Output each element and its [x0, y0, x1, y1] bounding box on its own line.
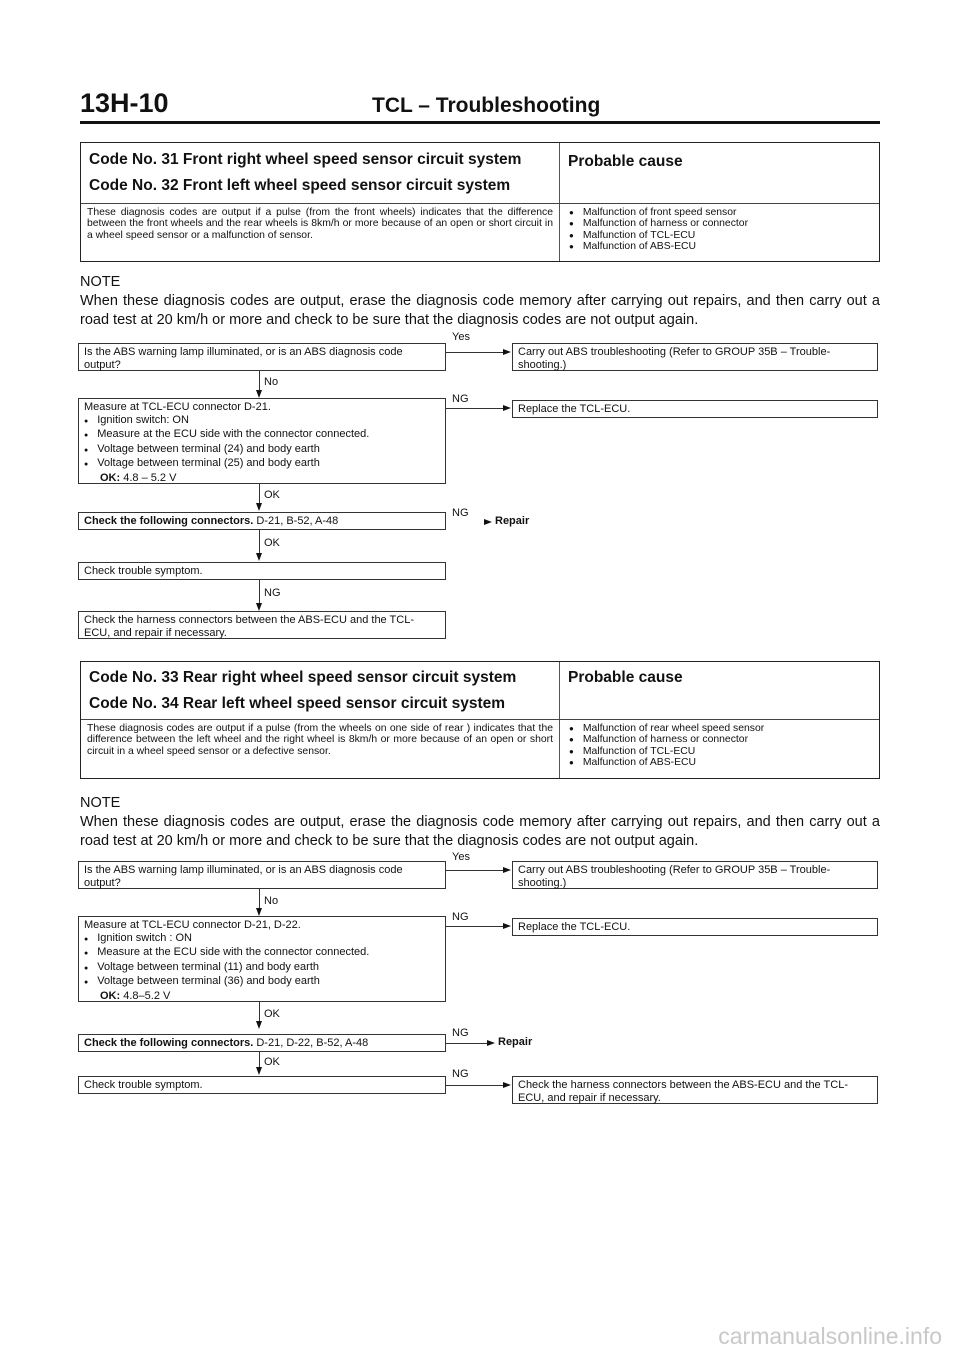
- flow-connector: [259, 580, 260, 604]
- cause-item: ● Malfunction of harness or connector: [569, 734, 764, 745]
- note-label: NOTE: [80, 274, 121, 290]
- arrow-down-icon: [256, 603, 262, 611]
- arrow-down-icon: [256, 1021, 262, 1029]
- flow-action-text: Replace the TCL-ECU.: [518, 921, 631, 933]
- code-title-32: Code No. 32 Front left wheel speed sensor circuit system: [89, 177, 511, 194]
- flow-question-abs-lamp: [78, 343, 446, 371]
- page-title: TCL – Troubleshooting: [372, 94, 601, 117]
- probable-cause-list: [569, 207, 748, 253]
- flow-action-replace-ecu: [512, 918, 878, 936]
- flow-question-abs-lamp: [78, 861, 446, 889]
- flow-action-check-harness: [512, 1076, 878, 1104]
- flow-connector: [259, 484, 260, 504]
- arrow-down-icon: [256, 390, 262, 398]
- ok-spec-value: 4.8–5.2 V: [123, 989, 171, 1002]
- arrow-right-icon: [503, 923, 511, 929]
- ok-spec-label: OK:: [100, 471, 121, 484]
- flow-step-text: Check trouble symptom.: [84, 1079, 203, 1091]
- flow-connector: [259, 1002, 260, 1022]
- code-box-31-32: [80, 142, 880, 262]
- yes-label: Yes: [452, 851, 470, 863]
- ok-spec: [84, 990, 440, 1003]
- cause-item: ● Malfunction of TCL-ECU: [569, 230, 748, 241]
- probable-cause-list: [569, 723, 764, 769]
- ok-label: OK: [264, 1008, 280, 1020]
- note-label: NOTE: [80, 795, 121, 811]
- flow-step-item: ● Voltage between terminal (25) and body earth: [84, 457, 440, 472]
- ng-label: NG: [452, 393, 469, 405]
- flow-action-text: Check the harness connectors between the ABS-ECU and the TCL-ECU, and repair if necessary.: [518, 1079, 848, 1104]
- probable-cause-label: Probable cause: [568, 669, 683, 686]
- flow-step-item: ● Voltage between terminal (11) and body earth: [84, 961, 440, 976]
- flow-step-measure-voltage: [78, 398, 446, 484]
- cause-item: ● Malfunction of ABS-ECU: [569, 241, 748, 252]
- flow-step-list: [84, 414, 440, 472]
- repair-label: Repair: [495, 515, 530, 527]
- flow-question-text: Is the ABS warning lamp illuminated, or is an ABS diagnosis code output?: [84, 864, 403, 889]
- divider: [81, 719, 879, 720]
- flow-action-text: Replace the TCL-ECU.: [518, 403, 631, 415]
- flow-step-item: ● Measure at the ECU side with the connector connected.: [84, 428, 440, 443]
- cause-item: ● Malfunction of front speed sensor: [569, 207, 748, 218]
- ok-spec-label: OK:: [100, 989, 121, 1002]
- probable-cause-label: Probable cause: [568, 153, 683, 170]
- note-text: When these diagnosis codes are output, erase the diagnosis code memory after carrying out repairs, and then carry out a road test at 20 km/h or more and check to be sure that the diagnosis codes are not output again.: [80, 814, 880, 849]
- note-text: When these diagnosis codes are output, erase the diagnosis code memory after carrying out repairs, and then carry out a road test at 20 km/h or more and check to be sure that the diagnosis codes are not output again.: [80, 293, 880, 328]
- flow-step-check-symptom: [78, 1076, 446, 1094]
- flow-step-item: ● Voltage between terminal (24) and body earth: [84, 443, 440, 458]
- flow-action-abs-troubleshooting: [512, 861, 878, 889]
- arrow-down-icon: [256, 503, 262, 511]
- arrow-down-icon: [256, 908, 262, 916]
- flow-action-text: Carry out ABS troubleshooting (Refer to GROUP 35B – Trouble-shooting.): [518, 864, 831, 889]
- flow-question-text: Is the ABS warning lamp illuminated, or is an ABS diagnosis code output?: [84, 346, 403, 371]
- ng-label: NG: [452, 1027, 469, 1039]
- code-title-34: Code No. 34 Rear left wheel speed sensor circuit system: [89, 695, 506, 712]
- flow-connector: [259, 1052, 260, 1068]
- code-box-33-34: [80, 661, 880, 779]
- arrow-right-icon: [487, 1040, 495, 1046]
- arrow-right-icon: [503, 349, 511, 355]
- code-description: These diagnosis codes are output if a pulse (from the front wheels) indicates that the difference between the front wheels and the rear wheels is 8km/h or more because of an open or short circuit in a wheel speed sensor or a malfunction of sensor.: [87, 207, 553, 241]
- code-description: These diagnosis codes are output if a pulse (from the wheels on one side of rear ) indicates that the difference between the left wheel and the right wheel is 8km/h or more because of an open or short circuit in a wheel speed sensor or a defective sensor.: [87, 723, 553, 757]
- arrow-right-icon: [503, 1082, 511, 1088]
- code-title-33: Code No. 33 Rear right wheel speed sensor circuit system: [89, 669, 517, 686]
- flow-step-check-connectors: [78, 512, 446, 530]
- cause-item: ● Malfunction of ABS-ECU: [569, 757, 764, 768]
- flow-connector: [259, 889, 260, 909]
- flow-connector: [446, 1043, 488, 1044]
- ng-label: NG: [264, 587, 281, 599]
- flow-step-item: ● Ignition switch : ON: [84, 932, 440, 947]
- ok-label: OK: [264, 489, 280, 501]
- cause-item: ● Malfunction of rear wheel speed sensor: [569, 723, 764, 734]
- flow-step-text: Check trouble symptom.: [84, 565, 203, 577]
- yes-label: Yes: [452, 331, 470, 343]
- flow-connector: [446, 926, 504, 927]
- flow-step-item: ● Measure at the ECU side with the connector connected.: [84, 946, 440, 961]
- ng-label: NG: [452, 1068, 469, 1080]
- arrow-right-icon: [484, 519, 492, 525]
- flow-action-replace-ecu: [512, 400, 878, 418]
- flow-step-title: Measure at TCL-ECU connector D-21, D-22.: [84, 919, 301, 931]
- flow-connector: [259, 371, 260, 391]
- header-rule: [80, 121, 880, 124]
- no-label: No: [264, 376, 279, 388]
- page-number: 13H-10: [80, 88, 169, 118]
- divider: [81, 203, 879, 204]
- ok-label: OK: [264, 1056, 280, 1068]
- flow-step-title: Measure at TCL-ECU connector D-21.: [84, 401, 271, 413]
- watermark: carmanualsonline.info: [718, 1323, 942, 1349]
- ok-label: OK: [264, 537, 280, 549]
- ng-label: NG: [452, 911, 469, 923]
- flow-connector: [446, 870, 504, 871]
- flow-step-measure-voltage: [78, 916, 446, 1002]
- arrow-down-icon: [256, 553, 262, 561]
- ok-spec: [84, 472, 440, 485]
- repair-label: Repair: [498, 1036, 533, 1048]
- flow-step-check-connectors: [78, 1034, 446, 1052]
- flow-step-list: [84, 932, 440, 990]
- flow-step-item: ● Ignition switch: ON: [84, 414, 440, 429]
- flow-step-bold: Check the following connectors.: [84, 1037, 254, 1049]
- flow-connector: [446, 1085, 504, 1086]
- arrow-down-icon: [256, 1067, 262, 1075]
- ok-spec-value: 4.8 – 5.2 V: [123, 471, 177, 484]
- flow-action-text: Carry out ABS troubleshooting (Refer to GROUP 35B – Trouble-shooting.): [518, 346, 831, 371]
- ng-label: NG: [452, 507, 469, 519]
- flow-step-bold: Check the following connectors.: [84, 515, 254, 527]
- flow-step-text: Check the harness connectors between the ABS-ECU and the TCL-ECU, and repair if necessary.: [84, 614, 414, 639]
- arrow-right-icon: [503, 405, 511, 411]
- no-label: No: [264, 895, 279, 907]
- code-title-31: Code No. 31 Front right wheel speed sensor circuit system: [89, 151, 522, 168]
- flow-connector: [259, 530, 260, 554]
- flow-step-text: D-21, B-52, A-48: [256, 515, 339, 527]
- flow-step-check-symptom: [78, 562, 446, 580]
- flow-step-item: ● Voltage between terminal (36) and body earth: [84, 975, 440, 990]
- flow-action-abs-troubleshooting: [512, 343, 878, 371]
- cause-item: ● Malfunction of TCL-ECU: [569, 746, 764, 757]
- arrow-right-icon: [503, 867, 511, 873]
- flow-step-check-harness: [78, 611, 446, 639]
- flow-connector: [446, 352, 504, 353]
- cause-item: ● Malfunction of harness or connector: [569, 218, 748, 229]
- flow-step-text: D-21, D-22, B-52, A-48: [256, 1037, 369, 1049]
- flow-connector: [446, 408, 504, 409]
